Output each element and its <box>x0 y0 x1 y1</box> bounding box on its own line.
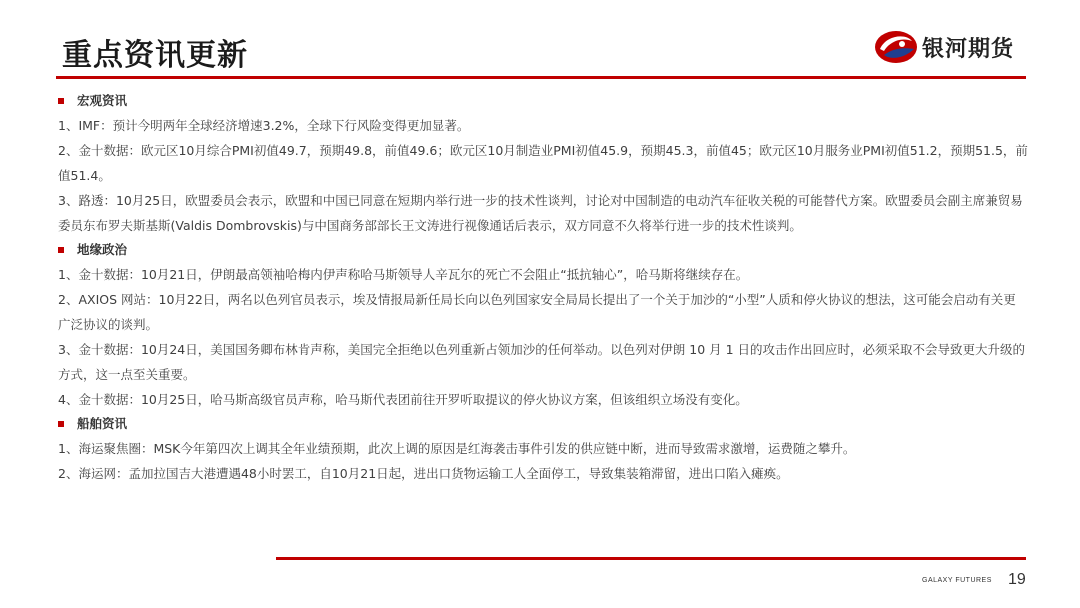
page-title: 重点资讯更新 <box>62 38 248 73</box>
news-item: 2、金十数据：欧元区10月综合PMI初值49.7，预期49.8，前值49.6；欧元区10月制造业PMI初值45.9，预期45.3，前值45；欧元区10月服务业PMI初值51.2，预期51.5，前值51.4。 <box>58 143 1028 183</box>
section-title-label: 船舶资讯 <box>77 416 128 431</box>
footer-divider <box>276 557 1026 560</box>
galaxy-logo-icon <box>872 27 920 67</box>
news-item: 2、海运网：孟加拉国吉大港遭遇48小时罢工，自10月21日起，进出口货物运输工人全面停工，导致集装箱滞留，进出口陷入瘫痪。 <box>58 466 789 481</box>
header-divider <box>56 76 1026 79</box>
news-item: 4、金十数据：10月25日，哈马斯高级官员声称，哈马斯代表团前往开罗听取提议的停火协议方案，但该组织立场没有变化。 <box>58 392 748 407</box>
news-content <box>58 89 1028 486</box>
news-item: 1、金十数据：10月21日，伊朗最高领袖哈梅内伊声称哈马斯领导人辛瓦尔的死亡不会阻止“抵抗轴心”，哈马斯将继续存在。 <box>58 267 749 282</box>
page-number: 19 <box>1008 571 1026 588</box>
section-title <box>58 238 1028 262</box>
company-logo <box>872 26 1014 68</box>
news-item: 3、金十数据：10月24日，美国国务卿布林肯声称，美国完全拒绝以色列重新占领加沙的任何举动。以色列对伊朗 10 月 1 日的攻击作出回应时，必须采取不会导致更大升级的方式，这一点至关重要。 <box>58 342 1026 382</box>
section-title-label: 地缘政治 <box>77 242 128 257</box>
square-bullet-icon <box>58 247 64 253</box>
section-title <box>58 412 1028 436</box>
news-item: 1、海运聚焦圈：MSK今年第四次上调其全年业绩预期，此次上调的原因是红海袭击事件引发的供应链中断，进而导致需求激增，运费随之攀升。 <box>58 441 856 456</box>
news-item: 2、AXIOS 网站：10月22日，两名以色列官员表示，埃及情报局新任局长向以色列国家安全局局长提出了一个关于加沙的“小型”人质和停火协议的想法，这可能会启动有关更广泛协议的谈判。 <box>58 292 1016 332</box>
news-item: 3、路透：10月25日，欧盟委员会表示，欧盟和中国已同意在短期内举行进一步的技术性谈判，讨论对中国制造的电动汽车征收关税的可能替代方案。欧盟委员会副主席兼贸易委员东布罗夫斯基斯(Valdis Dombrovskis)与中国商务部部长王文涛进行视像通话后表示，双方同意不久将举行进一步的技术性谈判。 <box>58 193 1023 233</box>
logo-text: 银河期货 <box>922 36 1015 62</box>
section-title-label: 宏观资讯 <box>77 93 128 108</box>
square-bullet-icon <box>58 421 64 427</box>
section-title <box>58 89 1028 113</box>
news-item: 1、IMF：预计今明两年全球经济增速3.2%，全球下行风险变得更加显著。 <box>58 118 470 133</box>
square-bullet-icon <box>58 98 64 104</box>
footer-brand: GALAXY FUTURES <box>922 577 992 584</box>
